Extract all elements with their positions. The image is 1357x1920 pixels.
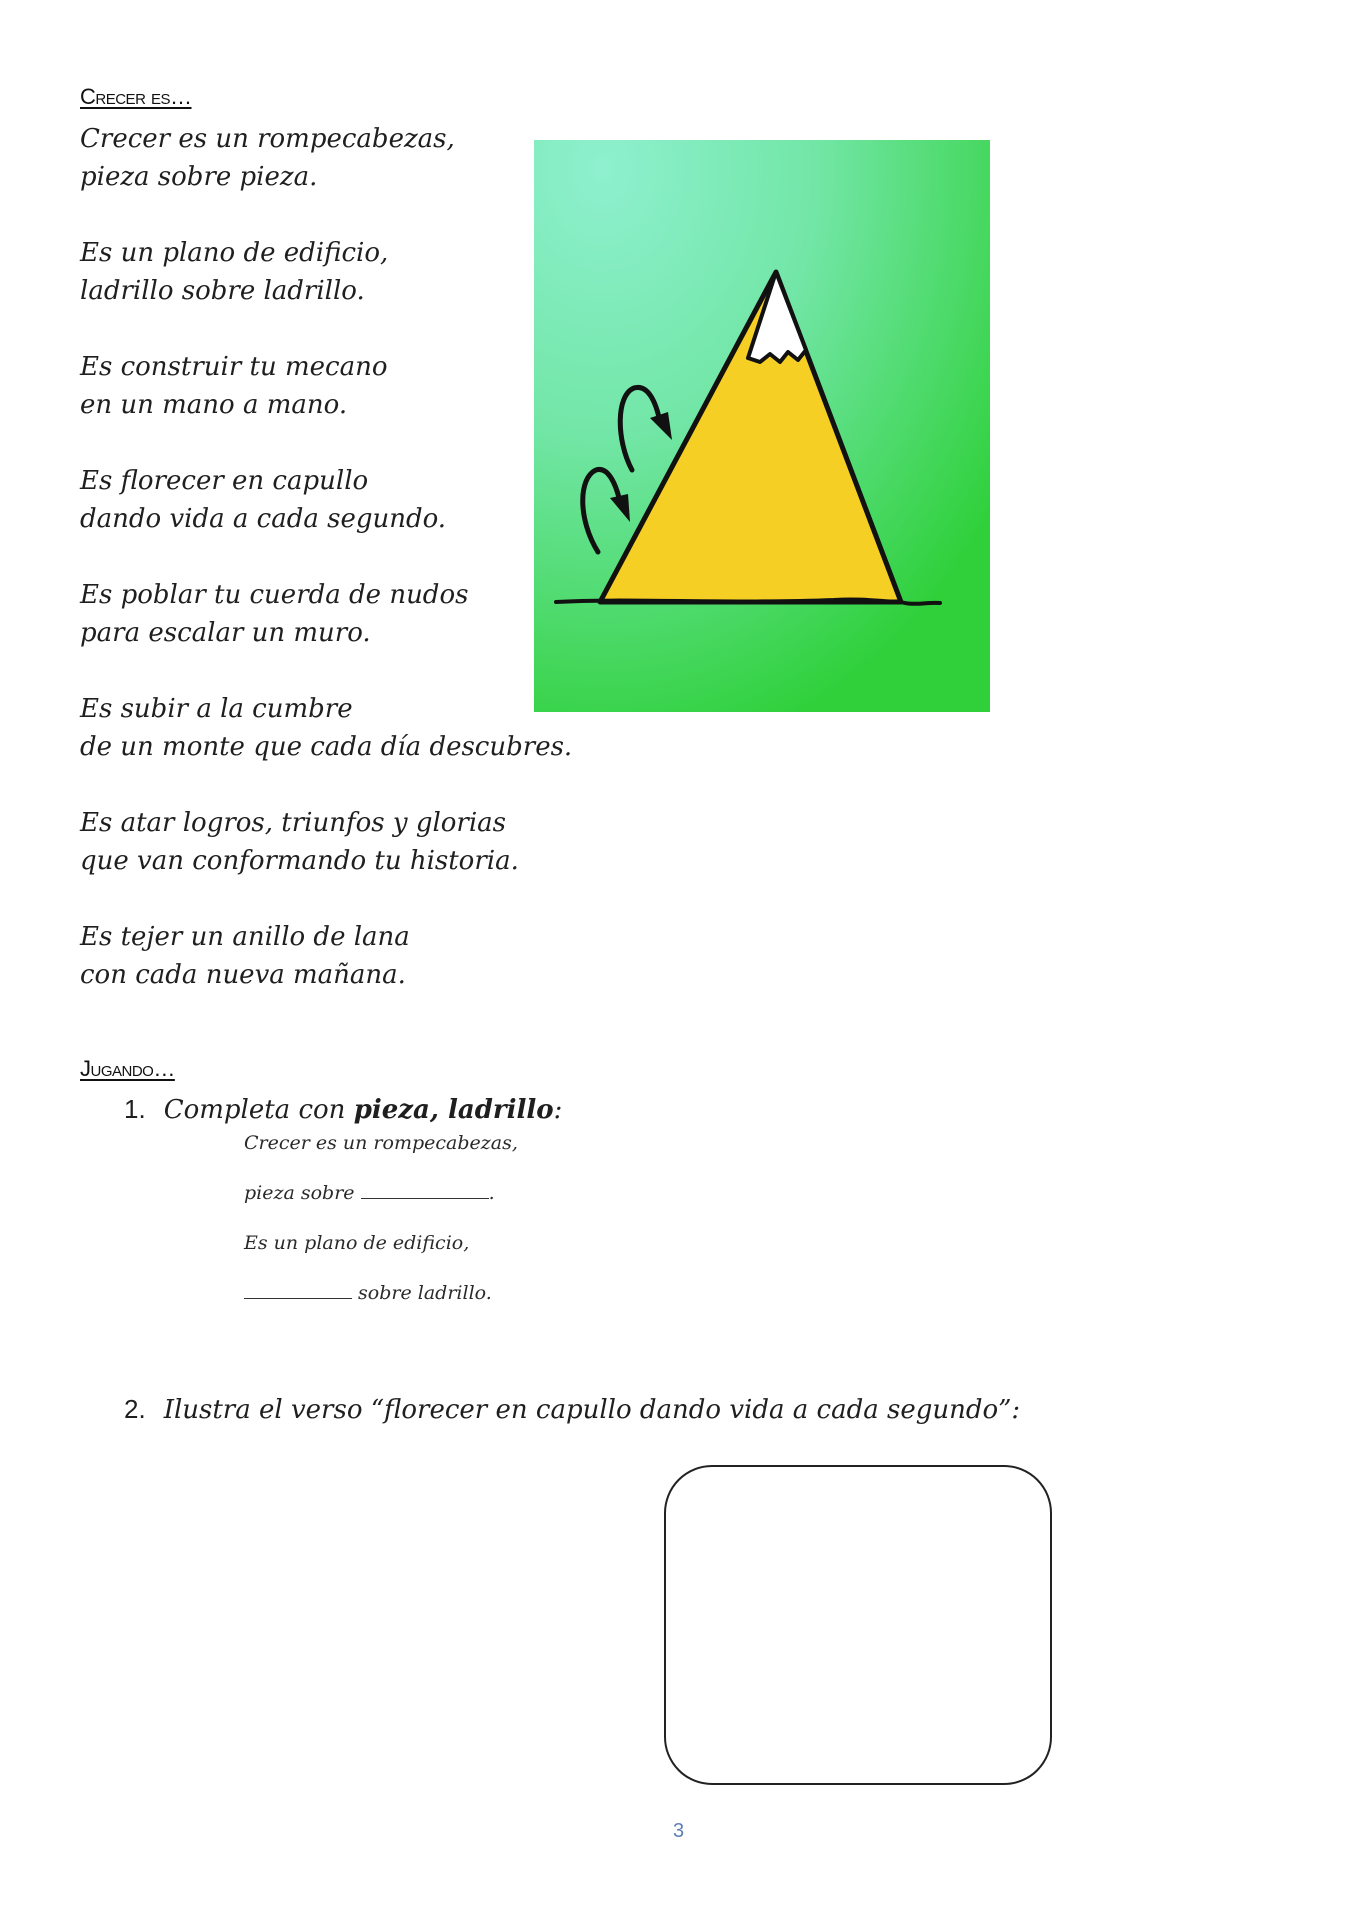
fill-line-3: Es un plano de edificio,	[244, 1232, 470, 1254]
poem-line: Es tejer un anillo de lana	[80, 922, 410, 952]
poem-stanza	[80, 348, 600, 424]
poem-line: en un mano a mano.	[80, 390, 348, 420]
poem-line: Es atar logros, triunfos y glorias	[80, 808, 507, 838]
poem-line: con cada nueva mañana.	[80, 960, 406, 990]
poem-stanza	[80, 804, 600, 880]
exercise-1-colon: :	[553, 1095, 563, 1125]
exercise-2-text: Ilustra el verso “florecer en capullo dando vida a cada segundo”:	[163, 1395, 1021, 1425]
exercise-1-prompt	[124, 1094, 562, 1125]
poem-line: Es poblar tu cuerda de nudos	[80, 580, 469, 610]
poem-line: Es subir a la cumbre	[80, 694, 353, 724]
poem-line: para escalar un muro.	[80, 618, 371, 648]
section-title-jugando: Jugando…	[80, 1056, 175, 1081]
poem-stanza	[80, 120, 600, 196]
poem-stanza	[80, 234, 600, 310]
poem-line: de un monte que cada día descubres.	[80, 732, 573, 762]
fill-line-2-prefix: pieza sobre	[244, 1182, 355, 1204]
poem-line: Crecer es un rompecabezas,	[80, 124, 455, 154]
fill-line-1: Crecer es un rompecabezas,	[244, 1132, 518, 1154]
poem-line: pieza sobre pieza.	[80, 162, 318, 192]
poem-line: Es construir tu mecano	[80, 352, 388, 382]
exercise-2-number: 2.	[124, 1394, 146, 1424]
poem-line: que van conformando tu historia.	[80, 846, 519, 876]
exercise-1-text: Completa con	[163, 1095, 346, 1125]
exercise-1-bold-words: pieza, ladrillo	[353, 1095, 554, 1125]
poem-line: Es un plano de edificio,	[80, 238, 389, 268]
mountain-illustration	[534, 140, 990, 712]
poem-line: dando vida a cada segundo.	[80, 504, 447, 534]
page-number: 3	[672, 1820, 685, 1842]
blank-input-pieza[interactable]	[361, 1198, 489, 1199]
poem-stanza	[80, 576, 600, 652]
poem-stanza	[80, 918, 600, 994]
exercise-1-number: 1.	[124, 1094, 146, 1124]
poem	[80, 120, 600, 1032]
fill-line-4	[244, 1282, 492, 1304]
fill-line-2	[244, 1182, 495, 1204]
fill-line-2-suffix: .	[488, 1182, 495, 1204]
exercise-2-prompt	[124, 1394, 1020, 1425]
poem-line: ladrillo sobre ladrillo.	[80, 276, 365, 306]
section-title-crecer: Crecer es…	[80, 84, 192, 109]
poem-stanza	[80, 690, 600, 766]
poem-stanza	[80, 462, 600, 538]
fill-line-4-suffix: sobre ladrillo.	[358, 1282, 492, 1304]
blank-input-ladrillo[interactable]	[244, 1298, 352, 1299]
drawing-box[interactable]	[664, 1465, 1052, 1785]
poem-line: Es florecer en capullo	[80, 466, 369, 496]
